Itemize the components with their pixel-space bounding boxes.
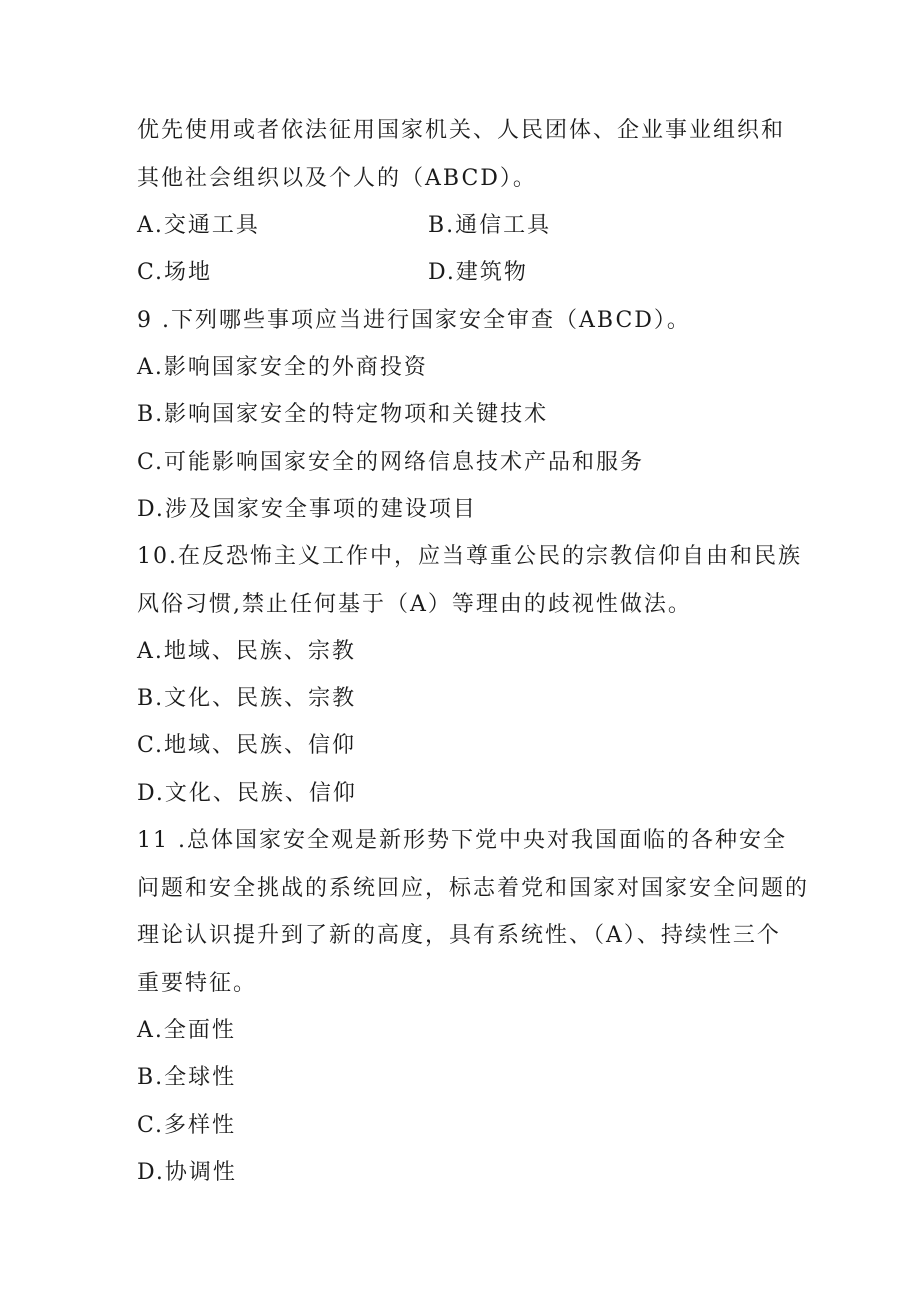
q9-option-d: D.涉及国家安全事项的建设项目	[137, 497, 477, 522]
q11-option-c: C.多样性	[137, 1113, 237, 1138]
q11-option-a: A.全面性	[137, 1018, 236, 1043]
q8-option-b: B.通信工具	[428, 213, 552, 238]
q10-option-a: A.地域、民族、宗教	[137, 639, 356, 664]
q10-option-d: D.文化、民族、信仰	[137, 781, 357, 806]
q9-option-a: A.影响国家安全的外商投资	[137, 355, 428, 380]
q9-stem: 9 .下列哪些事项应当进行国家安全审查（ABCD）。	[137, 308, 691, 333]
q8-option-c: C.场地	[137, 260, 213, 285]
q9-option-b: B.影响国家安全的特定物项和关键技术	[137, 402, 549, 427]
q10-stem-line-1: 10.在反恐怖主义工作中，应当尊重公民的宗教信仰自由和民族	[137, 544, 802, 569]
q9-option-c: C.可能影响国家安全的网络信息技术产品和服务	[137, 450, 645, 475]
q11-stem-line-3: 理论认识提升到了新的高度，具有系统性、（A）、持续性三个	[137, 923, 781, 948]
q11-option-b: B.全球性	[137, 1065, 237, 1090]
q11-stem-line-2: 问题和安全挑战的系统回应，标志着党和国家对国家安全问题的	[137, 876, 810, 901]
q8-stem-line-2: 其他社会组织以及个人的（ABCD）。	[137, 166, 537, 191]
q8-option-d: D.建筑物	[428, 260, 528, 285]
q10-option-c: C.地域、民族、信仰	[137, 733, 357, 758]
q8-stem-line-1: 优先使用或者依法征用国家机关、人民团体、企业事业组织和	[137, 118, 786, 143]
q10-option-b: B.文化、民族、宗教	[137, 686, 357, 711]
q11-stem-line-1: 11 .总体国家安全观是新形势下党中央对我国面临的各种安全	[137, 828, 787, 853]
q11-option-d: D.协调性	[137, 1160, 237, 1185]
q10-stem-line-2: 风俗习惯,禁止任何基于（A）等理由的歧视性做法。	[137, 592, 692, 617]
q11-stem-line-4: 重要特征。	[137, 971, 258, 996]
q8-option-a: A.交通工具	[137, 213, 260, 238]
